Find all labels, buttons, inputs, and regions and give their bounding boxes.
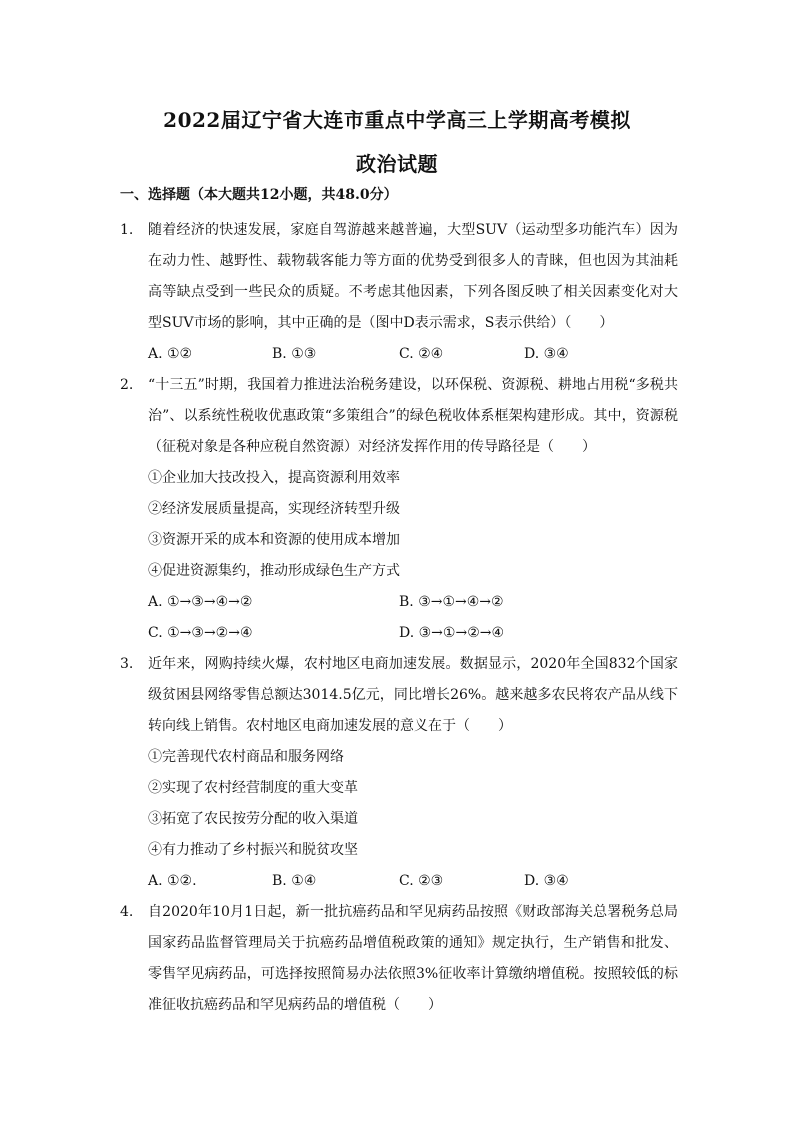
statement-1: ①企业加大技改投入，提高资源利用效率 bbox=[148, 470, 400, 486]
question-text: 近年来，网购持续火爆，农村地区电商加速发展。数据显示，2020年全国832个国家级贫困县网络零售总额达3014.5亿元，同比增长26%。越来越多农民将农产品从线下转向线上销售。农村地区电商加速发展的意义在于（ ） bbox=[148, 656, 678, 734]
option-a: A. ①→③→④→② bbox=[148, 594, 253, 610]
option-a: A. ①②. bbox=[148, 873, 197, 889]
option-d: D. ③④ bbox=[524, 873, 569, 889]
statement-1: ①完善现代农村商品和服务网络 bbox=[148, 749, 344, 765]
section-heading: 一、选择题（本大题共12小题，共48.0分） bbox=[120, 187, 398, 203]
question-number: 4. bbox=[120, 904, 134, 920]
option-b: B. ③→①→④→② bbox=[399, 594, 504, 610]
option-b: B. ①③ bbox=[272, 346, 317, 362]
statement-3: ③拓宽了农民按劳分配的收入渠道 bbox=[148, 811, 358, 827]
option-b: B. ①④ bbox=[272, 873, 317, 889]
option-d: D. ③→①→②→④ bbox=[399, 625, 505, 641]
question-text: “十三五”时期，我国着力推进法治税务建设，以环保税、资源税、耕地占用税“多税共治”、以系统性税收优惠政策“多策组合”的绿色税收体系框架构建形成。其中，资源税（征税对象是各种应税自然资源）对经济发挥作用的传导路径是（ ） bbox=[148, 377, 678, 455]
statement-4: ④有力推动了乡村振兴和脱贫攻坚 bbox=[148, 842, 358, 858]
question-number: 2. bbox=[120, 377, 134, 393]
statement-4: ④促进资源集约，推动形成绿色生产方式 bbox=[148, 563, 400, 579]
option-d: D. ③④ bbox=[524, 346, 569, 362]
statement-2: ②经济发展质量提高，实现经济转型升级 bbox=[148, 501, 400, 517]
statement-2: ②实现了农村经营制度的重大变革 bbox=[148, 780, 358, 796]
statement-3: ③资源开采的成本和资源的使用成本增加 bbox=[148, 532, 400, 548]
option-c: C. ②③ bbox=[399, 873, 444, 889]
option-c: C. ①→③→②→④ bbox=[148, 625, 253, 641]
question-number: 3. bbox=[120, 656, 134, 672]
question-number: 1. bbox=[120, 222, 134, 238]
document-title: 2022届辽宁省大连市重点中学高三上学期高考模拟 bbox=[163, 108, 631, 132]
question-text: 随着经济的快速发展，家庭自驾游越来越普遍，大型SUV（运动型多功能汽车）因为在动力性、越野性、载物载客能力等方面的优势受到很多人的青睐，但也因为其油耗高等缺点受到一些民众的质疑。不考虑其他因素，下列各图反映了相关因素变化对大型SUV市场的影响，其中正确的是（图中D表示需求，S表示供给）（ ） bbox=[148, 222, 678, 331]
document-subtitle: 政治试题 bbox=[356, 152, 438, 176]
option-c: C. ②④ bbox=[399, 346, 444, 362]
option-a: A. ①② bbox=[148, 346, 193, 362]
question-text: 自2020年10月1日起，新一批抗癌药品和罕见病药品按照《财政部海关总署税务总局国家药品监督管理局关于抗癌药品增值税政策的通知》规定执行，生产销售和批发、零售罕见病药品，可选择按照简易办法依照3%征收率计算缴纳增值税。按照较低的标准征收抗癌药品和罕见病药品的增值税（ ） bbox=[148, 904, 678, 1013]
